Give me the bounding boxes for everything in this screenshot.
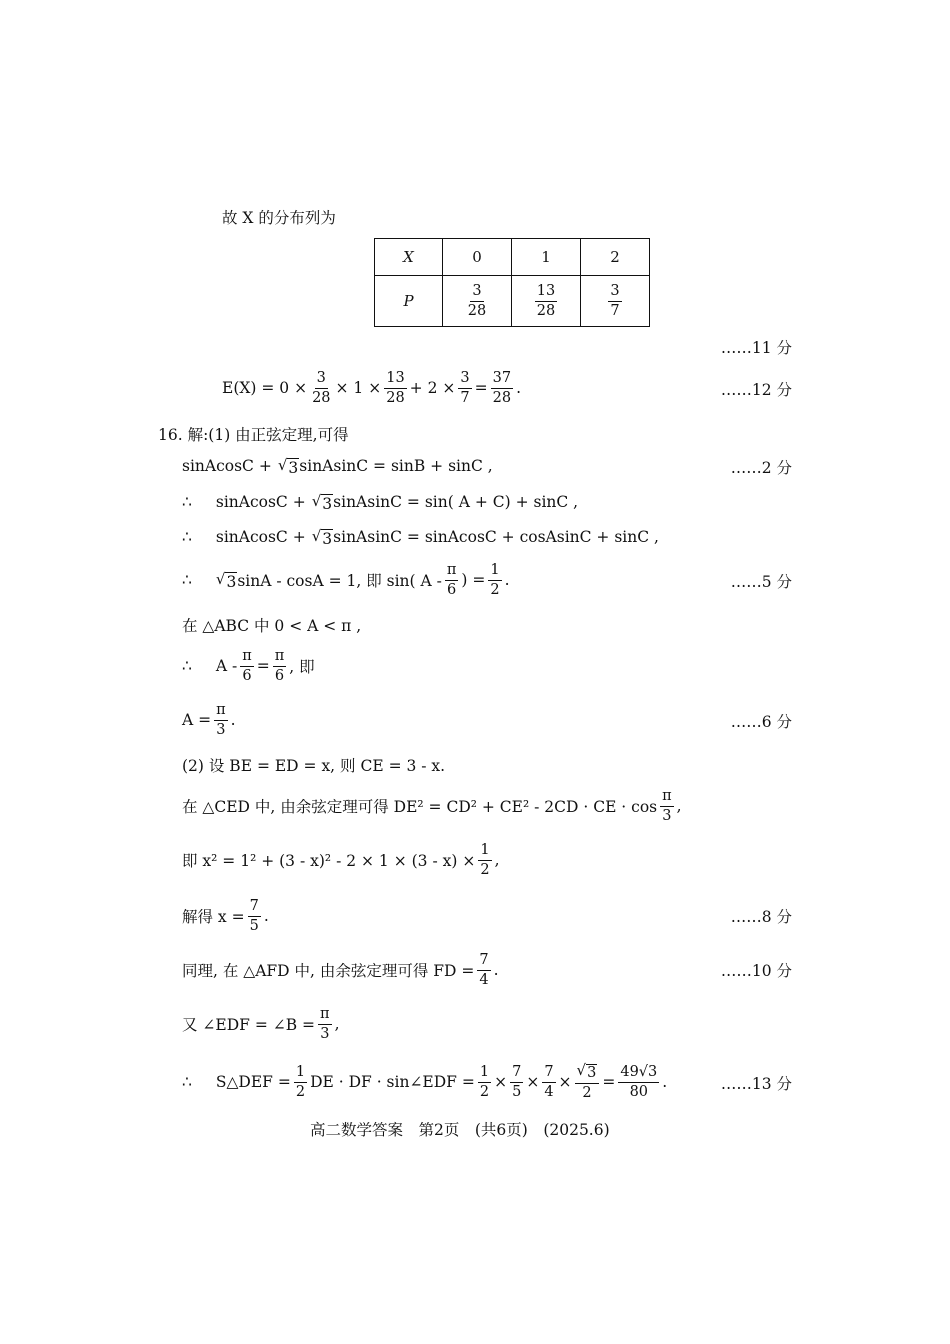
eq-line-12: 同理, 在 △AFD 中, 由余弦定理可得 FD = $\frac{7}{4}$ . — [182, 951, 499, 988]
table-value-0: 0 — [443, 239, 512, 276]
intro-text: 故 X 的分布列为 — [222, 209, 336, 227]
expectation-line: E(X) = 0 × $\frac{3}{28}$ × 1 × $\frac{13}{28}$ + 2 × $\frac{3}{7}$ = $\frac{37}{28}$ . — [222, 369, 521, 406]
eq-line-14: ∴ S△DEF = $\frac{1}{2}$ DE · DF · sin∠EDF = $\frac{1}{2}$ × $\frac{7}{5}$ × $\frac{7}{4}$ × √ 3 2 = $\frac{49√3}{80}$ . — [182, 1061, 668, 1101]
eq-line-5: 在 △ABC 中 0 < A < π , — [182, 617, 362, 635]
eq-line-2: ∴ sinAcosC + √ 3 sinAsinC = sin( A + C) + sinC , — [182, 491, 579, 513]
q16-heading: 16. 解:(1) 由正弦定理,可得 — [158, 426, 349, 444]
prob-0: $\frac{3}{28}$ — [443, 276, 512, 327]
eq-line-4: ∴ √ 3 sinA - cosA = 1, 即 sin( A - $\frac{\pi}{6}$ ) = $\frac{1}{2}$ . — [182, 561, 510, 598]
distribution-table — [374, 238, 650, 327]
score-12: ……12 分 — [720, 381, 792, 399]
part-2-setup: (2) 设 BE = ED = x, 则 CE = 3 - x. — [182, 757, 446, 775]
eq-line-3: ∴ sinAcosC + √ 3 sinAsinC = sinAcosC + cosAsinC + sinC , — [182, 526, 659, 548]
prob-1: $\frac{13}{28}$ — [512, 276, 581, 327]
eq-line-6: ∴ A - $\frac{\pi}{6}$ = $\frac{\pi}{6}$ , 即 — [182, 647, 315, 684]
eq-line-1: sinAcosC + √ 3 sinAsinC = sinB + sinC , — [182, 455, 493, 477]
eq-line-10: 即 x² = 1² + (3 - x)² - 2 × 1 × (3 - x) × $\frac{1}{2}$ , — [182, 841, 500, 878]
score-10: ……10 分 — [720, 962, 792, 980]
eq-line-11: 解得 x = $\frac{7}{5}$ . — [182, 897, 269, 934]
page-footer: 高二数学答案 第2页 (共6页) (2025.6) — [310, 1121, 610, 1139]
score-5: ……5 分 — [730, 573, 792, 591]
prob-2: $\frac{3}{7}$ — [581, 276, 650, 327]
table-header-x: X — [375, 239, 443, 276]
score-13: ……13 分 — [720, 1075, 792, 1093]
score-2: ……2 分 — [730, 459, 792, 477]
eq-line-13: 又 ∠EDF = ∠B = $\frac{\pi}{3}$ , — [182, 1005, 340, 1042]
score-11: ……11 分 — [720, 339, 792, 357]
table-value-1: 1 — [512, 239, 581, 276]
table-value-2: 2 — [581, 239, 650, 276]
eq-line-9: 在 △CED 中, 由余弦定理可得 DE² = CD² + CE² - 2CD · CE · cos $\frac{\pi}{3}$ , — [182, 787, 682, 824]
table-header-p: P — [375, 276, 443, 327]
score-8: ……8 分 — [730, 908, 792, 926]
eq-line-7: A = $\frac{\pi}{3}$ . — [182, 701, 236, 738]
score-6: ……6 分 — [730, 713, 792, 731]
